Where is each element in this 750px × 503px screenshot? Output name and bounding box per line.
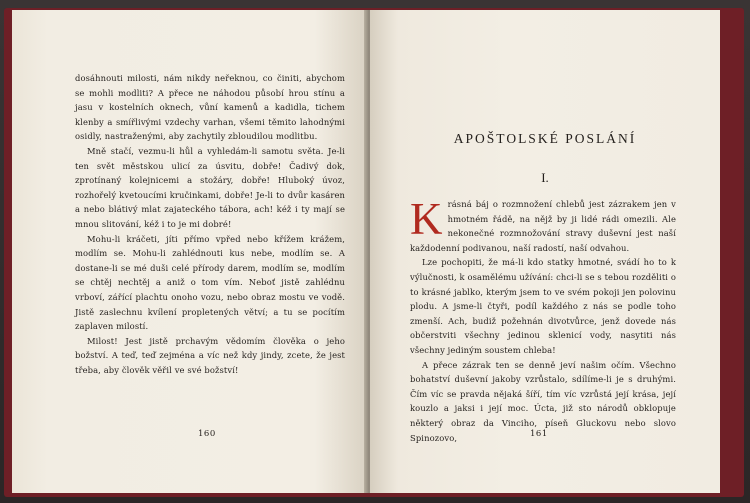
left-page (12, 10, 368, 493)
right-page-number: 161 (530, 429, 548, 439)
left-paragraph-2: Mně stačí, vezmu-li hůl a vyhledám-li samotu světa. Je-li ten svět městskou ulicí za úsvitu, dobře! Čadivý dok, zprotínaný kolejnicemi a stožáry, dobře! Hluboký úvoz, rozhořelý kvetoucími kručinkami, dobře! Je-li to dvůr kasáren a nebo blátivý mlat zajateckého tábora, ach! kéž i ty mají se mnou slitování, kéž i to je mi dobré! (75, 145, 345, 229)
right-page (370, 10, 720, 493)
right-paragraph-1 (410, 194, 676, 255)
section-number: I. (541, 170, 549, 185)
drop-cap: K (410, 194, 443, 244)
left-paragraph-3: Mohu-li kráčeti, jíti přímo vpřed nebo křížem krážem, modlím se. Mohu-li zahlédnouti kus nebe, modlím se. A dostane-li se mé duši celé přírody darem, modlím se, modlím se chtěj nechtěj a aniž o tom vím. Neboť jistě zahlédnu vrboví, zářící plachtu onoho vozu, nebo obraz mostu ve vodě. Jistě zaslechnu kvílení propletených větví; a tu se pocítím zaplaven milostí. (75, 233, 345, 332)
left-paragraph-1: dosáhnouti milosti, nám nikdy neřeknou, co činiti, abychom se mohli modliti? A přece ne náhodou působí hrou stínu a jasu v kostelních oknech, vůní kamenů a kadidla, tichem klenby a smířlivými vzdechy varhan, všemi těmito lahodnými osidly, nastraženými, aby zachytily zbloudilou modlitbu. (75, 73, 345, 142)
right-paragraph-1-text: rásná báj o rozmnožení chlebů jest zázrakem jen v hmotném řádě, na nějž by ji lidé rádi omezili. Ale nekonečné rozmnožování stravy duševní jest naší každodenní podivanou, naší radostí, naší odvahou. (410, 199, 676, 253)
right-paragraph-3: A přece zázrak ten se denně jeví našim očím. Všechno bohatství duševní jakoby vzrůstalo, sdílíme-li je s druhými. Čím víc se pravda nějaká šíří, tím víc vzrůstá její krása, její kouzlo a jaksi i její moc. Úcta, již sto národů obklopuje některý obraz da Vinciho, píseň Gluckovu nebo slovo Spinozovo, (410, 359, 676, 443)
left-page-text (75, 71, 345, 377)
left-paragraph-4: Milost! Jest jistě prchavým vědomím člověka o jeho božství. A teď, teď zejména a víc než kdy jindy, zcete, že jest třeba, aby člověk věřil ve své božství! (75, 335, 345, 375)
right-paragraph-2: Lze pochopiti, že má-li kdo statky hmotné, svádí ho to k výlučnosti, k osamělému užívání: chci-li se s tebou rozděliti o to krásné jablko, kterým jsem to ve svém pokoji jen polovinu plodu. A jsme-li čtyři, podíl každého z nás se podle toho zmenší. Ach, budiž požehnán divotvůrce, jenž dovede nás občerstviti všechny jedinou sklenicí vody, nasytiti nás všechny jediným soustem chleba! (410, 257, 676, 355)
left-page-number: 160 (198, 429, 216, 439)
chapter-title: APOŠTOLSKÉ POSLÁNÍ (453, 131, 637, 146)
right-page-text (410, 194, 676, 445)
